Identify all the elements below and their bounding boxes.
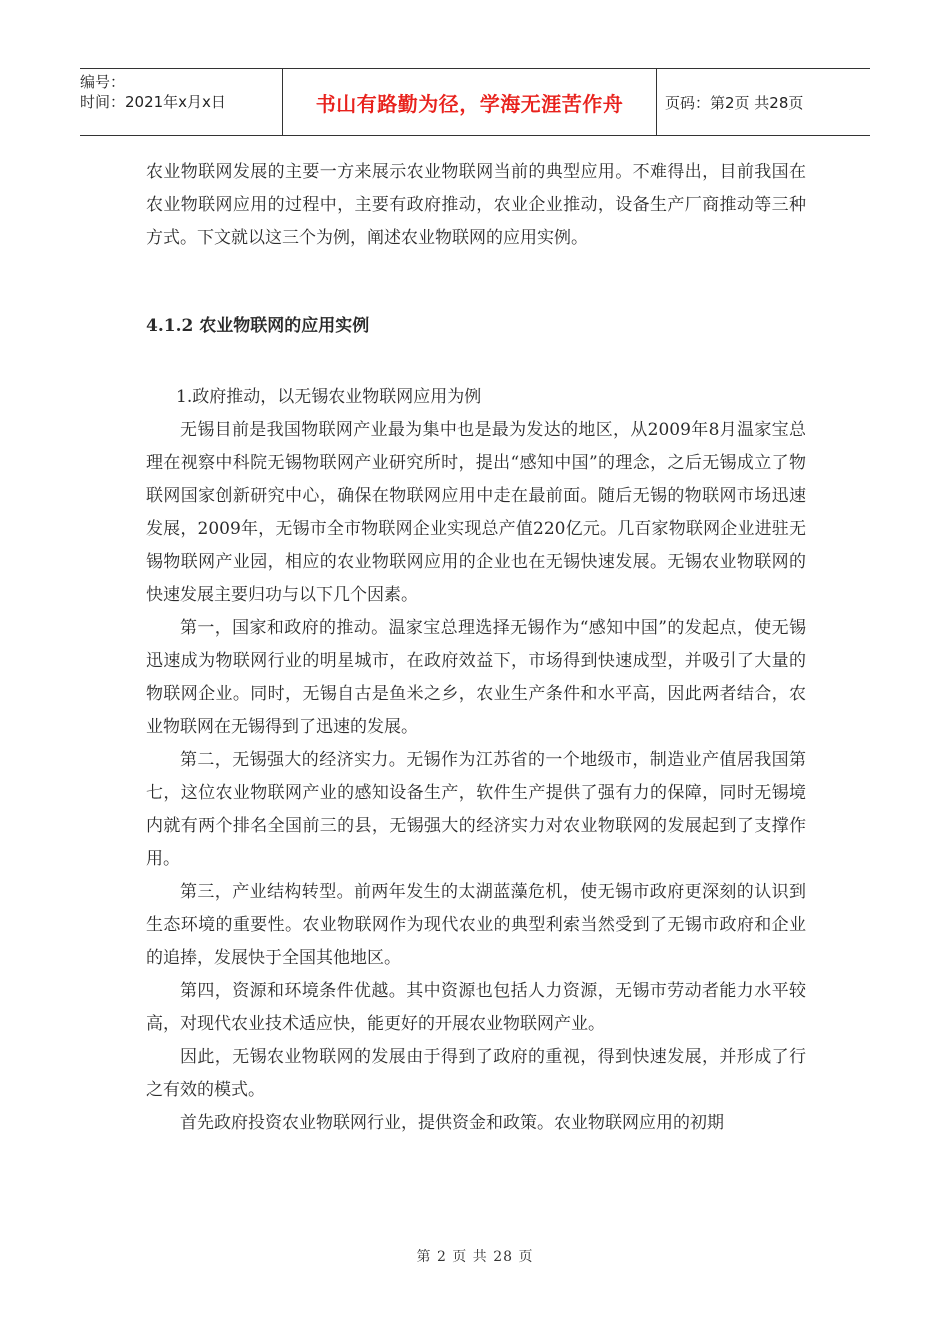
document-time: 时间：2021年x月x日: [80, 93, 226, 111]
body-paragraph: 第二，无锡强大的经济实力。无锡作为江苏省的一个地级市，制造业产值居我国第七，这位农业物联网产业的感知设备生产，软件生产提供了强有力的保障，同时无锡境内就有两个排名全国前三的县，无锡强大的经济实力对农业物联网的发展起到了支撑作用。: [146, 750, 806, 869]
list-heading: 1.政府推动，以无锡农业物联网应用为例: [176, 387, 482, 407]
body-paragraph: 第四，资源和环境条件优越。其中资源也包括人力资源，无锡市劳动者能力水平较高，对现代农业技术适应快，能更好的开展农业物联网产业。: [146, 981, 806, 1034]
page-header: [80, 68, 870, 136]
page-footer: 第 2 页 共 28 页: [416, 1249, 534, 1265]
section-heading: 4.1.2 农业物联网的应用实例: [146, 316, 370, 336]
body-paragraph: 无锡目前是我国物联网产业最为集中也是最为发达的地区，从2009年8月温家宝总理在视察中科院无锡物联网产业研究所时，提出“感知中国”的理念，之后无锡成立了物联网国家创新研究中心，确保在物联网应用中走在最前面。随后无锡的物联网市场迅速发展，2009年，无锡市全市物联网企业实现总产值220亿元。几百家物联网企业进驻无锡物联网产业园，相应的农业物联网应用的企业也在无锡快速发展。无锡农业物联网的快速发展主要归功与以下几个因素。: [146, 420, 806, 605]
body-paragraph: 因此，无锡农业物联网的发展由于得到了政府的重视，得到快速发展，并形成了行之有效的模式。: [146, 1047, 806, 1100]
body-paragraph: 首先政府投资农业物联网行业，提供资金和政策。农业物联网应用的初期: [180, 1113, 724, 1133]
document-number-label: 编号：: [80, 73, 126, 91]
document-body: [146, 156, 806, 1140]
header-page-info: 页码：第2页 共28页: [665, 93, 804, 112]
body-paragraph: 第三，产业结构转型。前两年发生的太湖蓝藻危机，使无锡市政府更深刻的认识到生态环境的重要性。农业物联网作为现代农业的典型利索当然受到了无锡市政府和企业的追捧，发展快于全国其他地区。: [146, 882, 806, 968]
header-motto: 书山有路勤为径，学海无涯苦作舟: [283, 69, 657, 135]
intro-paragraph: 农业物联网发展的主要一方来展示农业物联网当前的典型应用。不难得出，目前我国在农业物联网应用的过程中，主要有政府推动，农业企业推动，设备生产厂商推动等三种方式。下文就以这三个为例，阐述农业物联网的应用实例。: [146, 162, 806, 248]
header-meta: [80, 69, 283, 135]
body-paragraph: 第一，国家和政府的推动。温家宝总理选择无锡作为“感知中国”的发起点，使无锡迅速成为物联网行业的明星城市，在政府效益下，市场得到快速成型，并吸引了大量的物联网企业。同时，无锡自古是鱼米之乡，农业生产条件和水平高，因此两者结合，农业物联网在无锡得到了迅速的发展。: [146, 618, 806, 737]
